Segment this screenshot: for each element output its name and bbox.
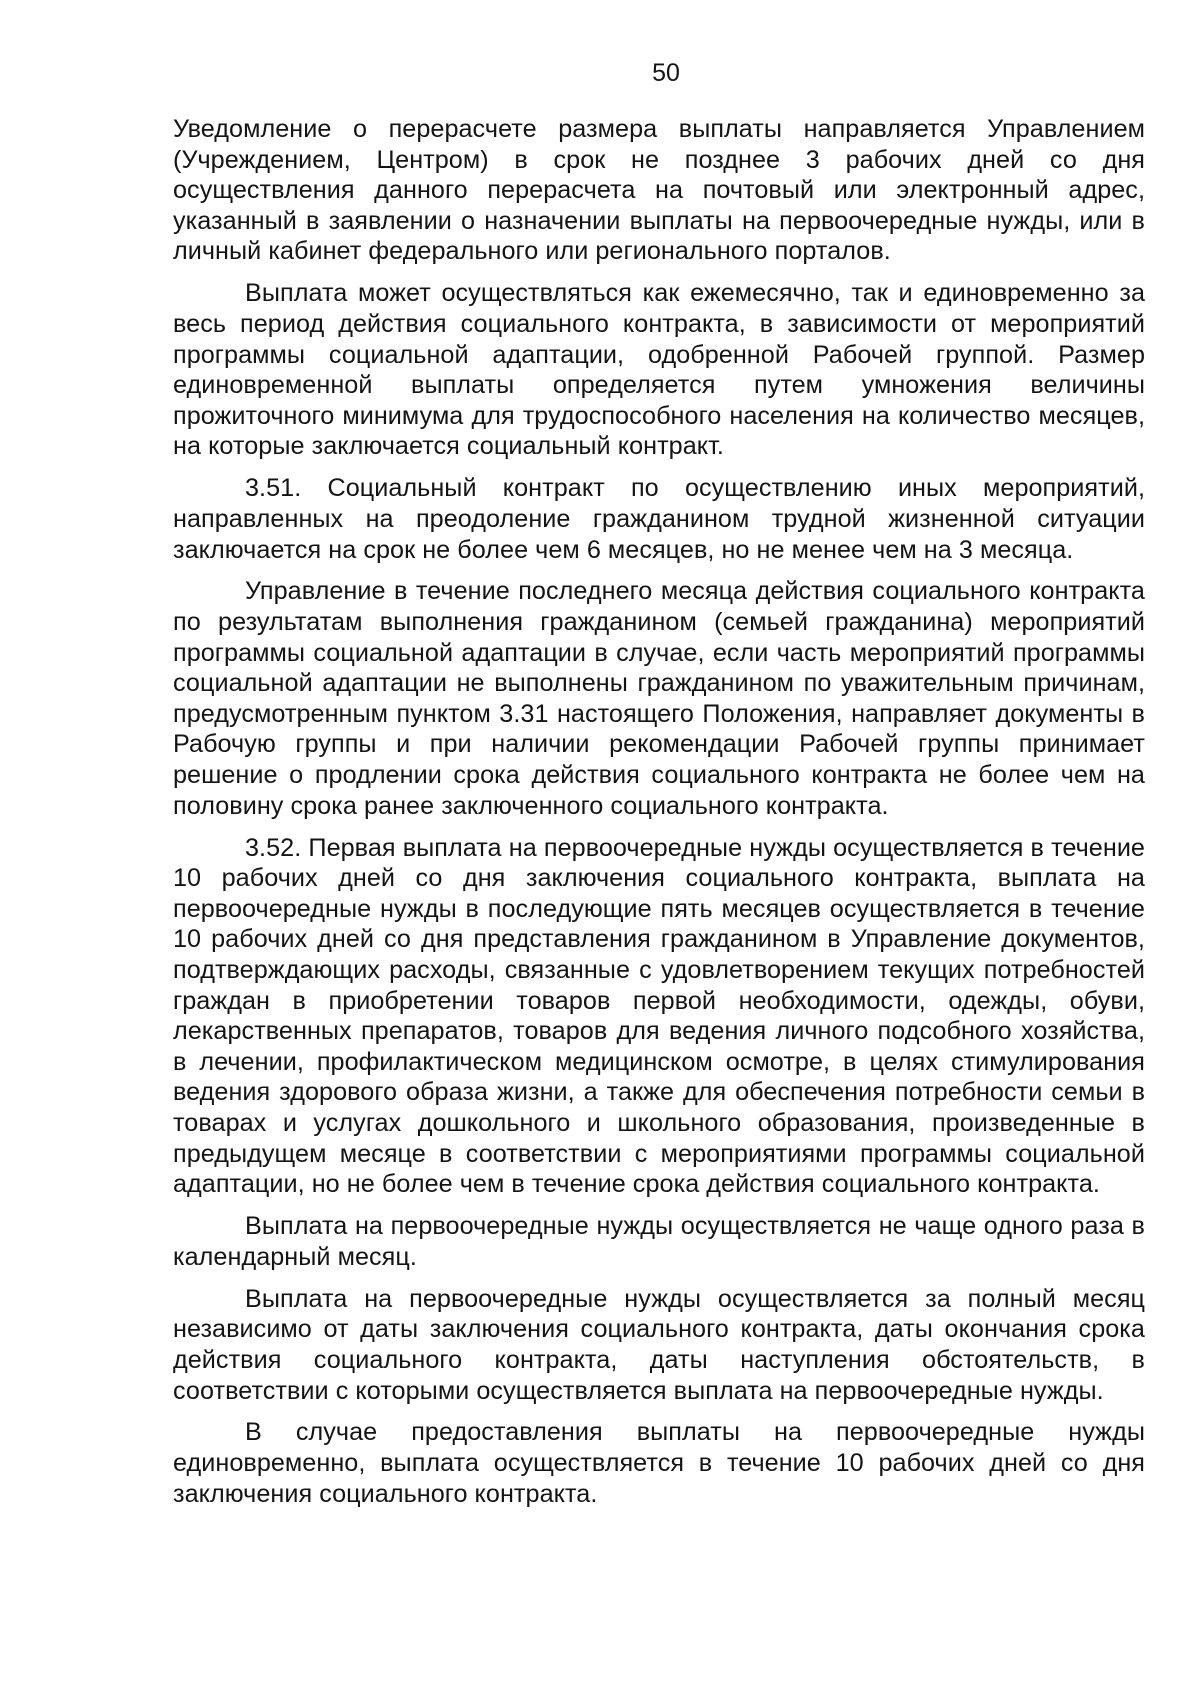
paragraph-full-month-payment: Выплата на первоочередные нужды осуществляется за полный месяц независимо от даты заключения социального контракта, даты окончания срока действия социального контракта, даты наступления обстоятельств, в соответствии с которыми осуществляется выплата на первоочередные нужды. [173,1284,1145,1405]
document-body [173,114,1145,1521]
paragraph-payment-schedule: Выплата может осуществляться как ежемесячно, так и единовременно за весь период действия социального контракта, в зависимости от мероприятий программы социальной адаптации, одобренной Рабочей группой. Размер единовременной выплаты определяется путем умножения величины прожиточного минимума для трудоспособного населения на количество месяцев, на которые заключается социальный контракт. [173,279,1145,461]
paragraph-payment-frequency: Выплата на первоочередные нужды осуществляется не чаще одного раза в календарный месяц. [173,1212,1145,1271]
paragraph-contract-extension: Управление в течение последнего месяца действия социального контракта по результатам выполнения гражданином (семьей гражданина) мероприятий программы социальной адаптации в случае, если часть мероприятий программы социальной адаптации не выполнены гражданином по уважительным причинам, предусмотренным пунктом 3.31 настоящего Положения, направляет документы в Рабочую группы и при наличии рекомендации Рабочей группы принимает решение о продлении срока действия социального контракта не более чем на половину срока ранее заключенного социального контракта. [173,577,1145,820]
paragraph-lump-sum-payment: В случае предоставления выплаты на первоочередные нужды единовременно, выплата осуществляется в течение 10 рабочих дней со дня заключения социального контракта. [173,1418,1145,1508]
paragraph-3-51: 3.51. Социальный контракт по осуществлению иных мероприятий, направленных на преодоление гражданином трудной жизненной ситуации заключается на срок не более чем 6 месяцев, но не менее чем на 3 месяца. [173,474,1145,564]
paragraph-3-52: 3.52. Первая выплата на первоочередные нужды осуществляется в течение 10 рабочих дней со дня заключения социального контракта, выплата на первоочередные нужды в последующие пять месяцев осуществляется в течение 10 рабочих дней со дня представления гражданином в Управление документов, подтверждающих расходы, связанные с удовлетворением текущих потребностей граждан в приобретении товаров первой необходимости, одежды, обуви, лекарственных препаратов, товаров для ведения личного подсобного хозяйства, в лечении, профилактическом медицинском осмотре, в целях стимулирования ведения здорового образа жизни, а также для обеспечения потребности семьи в товарах и услугах дошкольного и школьного образования, произведенные в предыдущем месяце в соответствии с мероприятиями программы социальной адаптации, но не более чем в течение срока действия социального контракта. [173,833,1145,1199]
page-number: 50 [652,59,680,87]
paragraph-notification: Уведомление о перерасчете размера выплаты направляется Управлением (Учреждением, Центром) в срок не позднее 3 рабочих дней со дня осуществления данного перерасчета на почтовый или электронный адрес, указанный в заявлении о назначении выплаты на первоочередные нужды, или в личный кабинет федерального или регионального порталов. [173,115,1145,266]
